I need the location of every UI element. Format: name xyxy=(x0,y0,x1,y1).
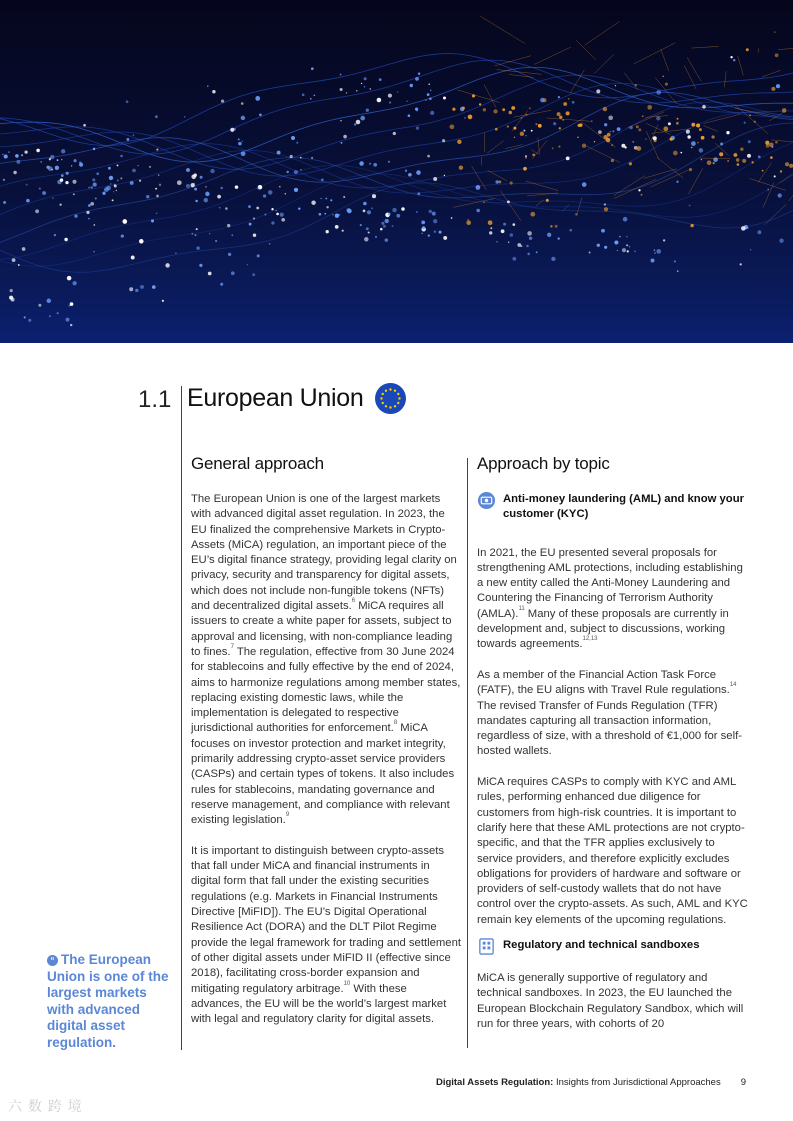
paragraph: The European Union is one of the largest markets with advanced digital asset regulation. In 2023, the EU finalized the comprehensive Markets in Crypto-Assets (MiCA) regulation, an important piece of the EU’s digital finance strategy, providing legal clarity on privacy, security and transparency for digital assets, which does not include non-fungible tokens (NFTs) and decentralized digital assets.$^6$ MiCA requires all issuers to create a white paper for assets, subject to approval and licensing, with non-compliance leading to fines.$^7$ The regulation, effective from 30 June 2024 for stablecoins and fully effective by the end of 2024, aims to harmonize regulations among member states, replacing existing domestic laws, while the implementation is delegated to respective jurisdictional authorities for enforcement.$^8$ MiCA focuses on investor protection and market integrity, primarily addressing crypto-asset service providers (CASPs) and certain types of tokens. It also includes rules for stablecoins, mandating governance and reserve management, and compliance with relevant existing legislation.$^9$ xyxy=(191,493,461,827)
aml-kyc-subheading: Anti-money laundering (AML) and know your customer (KYC) xyxy=(477,492,749,523)
flag-star xyxy=(382,402,384,404)
flag-star xyxy=(394,405,396,407)
hero-network-image xyxy=(0,0,793,343)
flag-star xyxy=(397,402,399,404)
paragraph: MiCA is generally supportive of regulatory and technical sandboxes. In 2023, the EU launched the European Blockchain Regulatory Sandbox, which will run for three years, with cohorts of 20 xyxy=(477,972,744,1030)
paragraph: In 2021, the EU presented several proposals for strengthening AML protections, including establishing a new entity called the Anti-Money Laundering and Countering the Financing of Terrorism Authority (AMLA).$^{11}$ Many of these proposals are currently in development and, subject to discussions, working towards agreements.$^{12,13}$ xyxy=(477,546,743,651)
paragraph: It is important to distinguish between crypto-assets that fall under MiCA and financial instruments in digital form that fall under the existing securities regulations (e.g. Markets in Financial Instruments Directive [MiFID]). The EU’s Digital Operational Resilience Act (DORA) and the DLT Pilot Regime provide the legal framework for trading and settlement of other digital assets under MiFID II (effective since 2018), facilitating cross-border expansion and mitigating regulatory arbitrage.$^{10}$ With these advances, the EU will be the world’s largest market with legal and regulatory clarity for digital assets. xyxy=(191,844,462,1026)
page-footer xyxy=(436,1077,746,1088)
network-graphic xyxy=(0,0,793,343)
page-number: 9 xyxy=(740,1077,746,1088)
paragraph: As a member of the Financial Action Task Force (FATF), the EU aligns with Travel Rule regulations.$^{14}$ The revised Transfer of Funds Regulation (TFR) mandates capturing all transaction information, regardless of size, with a threshold of €1,000 for self-hosted wallets. xyxy=(477,668,742,758)
sandbox-subheading: Regulatory and technical sandboxes xyxy=(477,938,749,956)
paragraph: MiCA requires CASPs to comply with KYC and AML rules, performing enhanced due diligence for customers from high-risk countries. It is important to clarify here that these AML protections are not crypto-specific, and that the TFR applies exclusively to service providers, and therefore explicitly excludes obligations for providers of hardware and software or providers of self-custody wallets that do not have control over the crypto-assets. As such, AML and KYC remain key elements of the upcoming regulations. xyxy=(477,776,748,926)
sandbox-body xyxy=(477,971,749,1032)
flag-star xyxy=(394,390,396,392)
section-title: European Union xyxy=(187,384,364,412)
eu-flag-icon xyxy=(375,383,406,414)
aml-kyc-icon xyxy=(477,491,496,510)
flag-star xyxy=(397,393,399,395)
column-divider xyxy=(467,458,468,1048)
aml-kyc-body xyxy=(477,546,749,928)
approach-by-topic-heading: Approach by topic xyxy=(477,454,610,473)
section-number: 1.1 xyxy=(138,386,172,413)
footer-title: Digital Assets Regulation: Insights from Jurisdictional Approaches xyxy=(435,1077,721,1088)
quote-icon: “ xyxy=(47,955,58,966)
flag-star xyxy=(385,405,387,407)
flag-star xyxy=(389,388,391,390)
watermark: 六 数 跨 境 xyxy=(8,1098,83,1114)
flag-star xyxy=(398,397,400,399)
pull-quote: “ The European Union is one of the largest markets with advanced digital asset regulation. xyxy=(47,952,169,1050)
sandbox-icon xyxy=(477,937,496,956)
approach-by-topic-column xyxy=(477,452,749,1048)
flag-star xyxy=(389,406,391,408)
general-approach-body xyxy=(191,492,461,1027)
section-vertical-rule xyxy=(181,386,182,1050)
flag-star xyxy=(382,393,384,395)
general-approach-heading: General approach xyxy=(191,454,324,473)
general-approach-column xyxy=(191,452,461,1043)
flag-star xyxy=(380,397,382,399)
flag-star xyxy=(385,390,387,392)
